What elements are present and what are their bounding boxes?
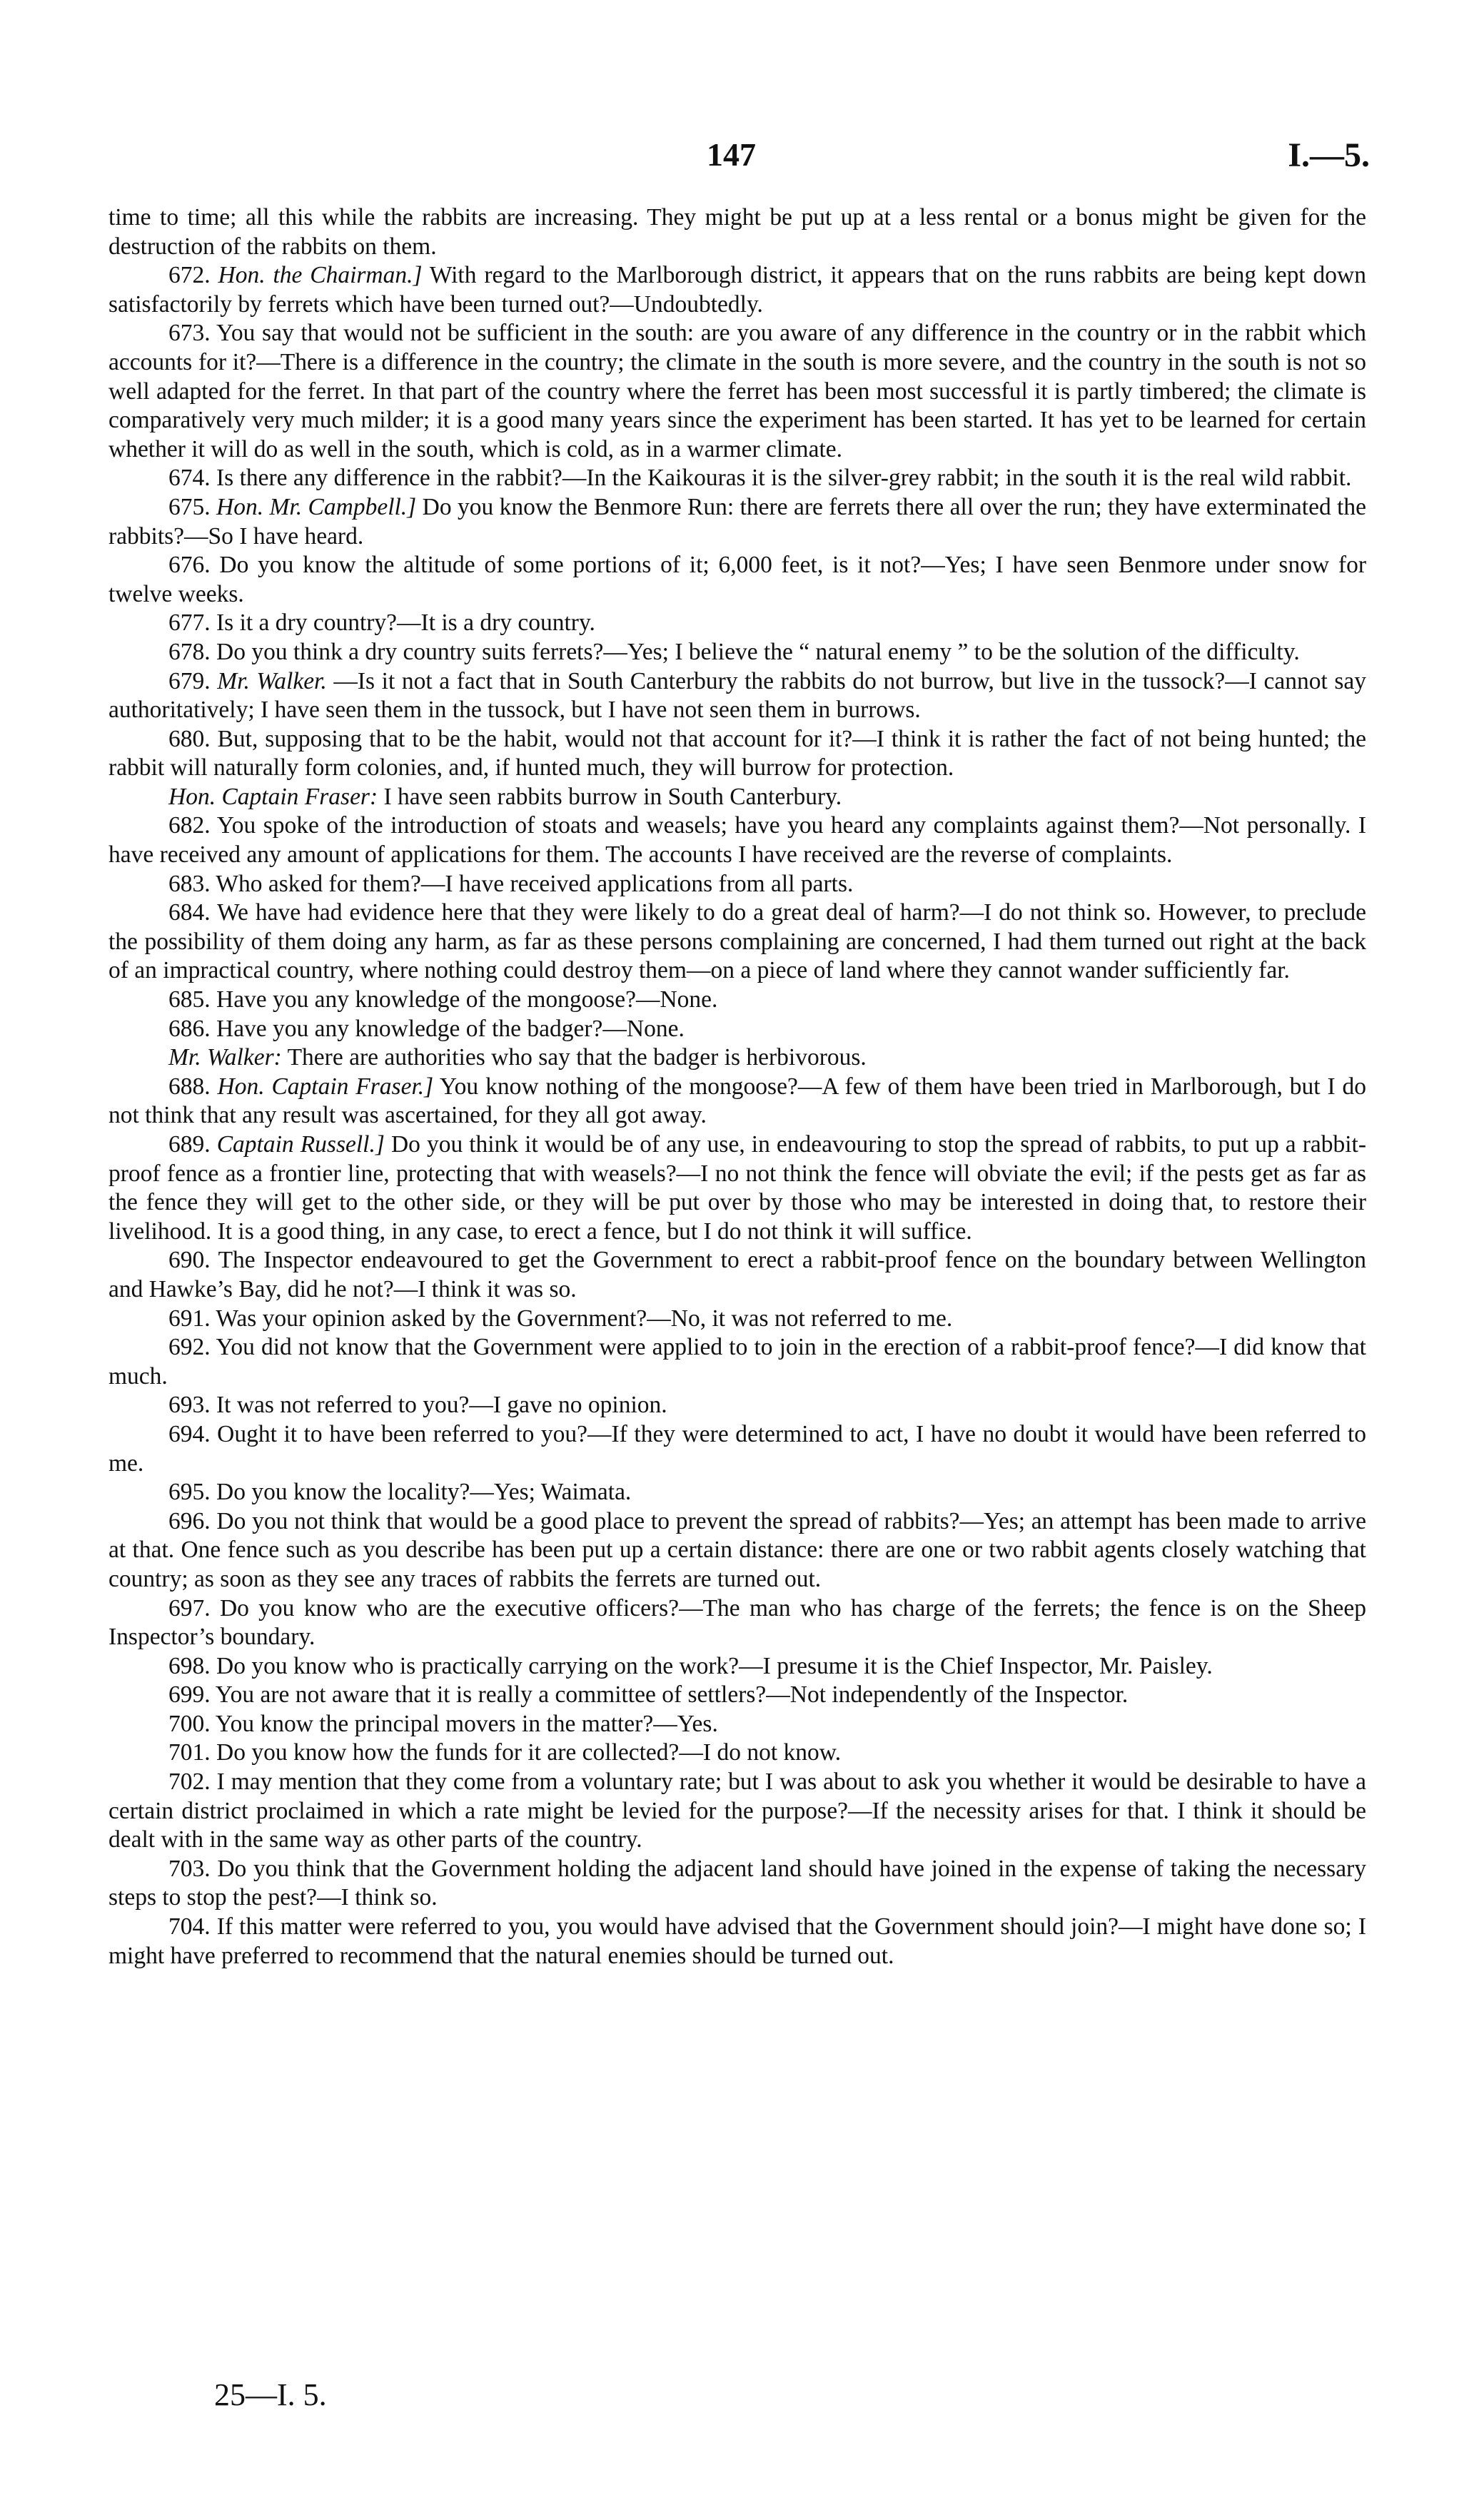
printer-signature-mark: 25—I. 5. xyxy=(214,2377,327,2412)
testimony-paragraph xyxy=(108,899,1366,986)
question-number: 693. xyxy=(168,1392,211,1419)
paragraph-text: Do you think a dry country suits ferrets?—Yes; I believe the “ natural enemy ” to be the solution of the difficulty. xyxy=(216,638,1300,665)
paragraph-text: Who asked for them?—I have received applications from all parts. xyxy=(216,870,854,897)
testimony-paragraph xyxy=(108,1507,1366,1594)
question-number: 679. xyxy=(168,667,211,694)
testimony-paragraph xyxy=(108,1333,1366,1391)
question-number: 692. xyxy=(168,1334,211,1361)
question-number: 699. xyxy=(168,1681,211,1709)
question-number: 678. xyxy=(168,638,211,665)
testimony-paragraph xyxy=(108,1130,1366,1246)
testimony-paragraph xyxy=(108,725,1366,783)
paragraph-text: There are authorities who say that the badger is herbivorous. xyxy=(287,1044,867,1071)
question-number: 677. xyxy=(168,609,211,637)
paragraph-text: Do you know the altitude of some portions of it; 6,000 feet, is it not?—Yes; I have seen Benmore under snow for twelve weeks. xyxy=(108,552,1366,607)
testimony-paragraph xyxy=(108,1246,1366,1304)
question-number: 703. xyxy=(168,1855,211,1882)
question-number: 675. xyxy=(168,493,211,520)
testimony-paragraph xyxy=(108,870,1366,899)
speaker-name: Hon. the Chairman.] xyxy=(218,262,423,289)
paragraph-text: Was your opinion asked by the Government?—No, it was not referred to me. xyxy=(216,1305,953,1332)
testimony-paragraph xyxy=(108,1913,1366,1970)
question-number: 676. xyxy=(168,552,211,579)
question-number: 696. xyxy=(168,1507,211,1534)
speaker-name: Hon. Captain Fraser: xyxy=(168,783,378,810)
paragraph-text: You say that would not be sufficient in the south: are you aware of any difference in the country or in the rabbit which accounts for it?—There is a difference in the country; the climate in the south is more severe, and the country in the south is not so well adapted for the ferret. In that part of the country where the ferret has been most successful it is partly timbered; the climate is comparatively very much milder; it is a good many years since the experiment has been started. It has yet to be learned for certain whether it will do as well in the south, which is cold, as in a warmer climate. xyxy=(108,320,1366,462)
question-number: 673. xyxy=(168,320,211,347)
question-number: 704. xyxy=(168,1913,211,1940)
paragraph-text: I have seen rabbits burrow in South Canterbury. xyxy=(383,783,842,810)
question-number: 674. xyxy=(168,465,211,492)
question-number: 684. xyxy=(168,899,211,926)
paragraph-text: —Is it not a fact that in South Canterbury the rabbits do not burrow, but live in the tussock?—I cannot say authoritatively; I have seen them in the tussock, but I have not seen them in burrows. xyxy=(108,667,1367,724)
paragraph-text: If this matter were referred to you, you would have advised that the Government should join?—I might have done so; I might have preferred to recommend that the natural enemies should be turned out. xyxy=(108,1913,1366,1969)
question-number: 688. xyxy=(168,1073,211,1100)
paragraph-text: You spoke of the introduction of stoats and weasels; have you heard any complaints against them?—Not personally. I have received any amount of applications for them. The accounts I have received are the reverse of complaints. xyxy=(108,812,1366,869)
speaker-name: Mr. Walker: xyxy=(168,1044,282,1071)
testimony-paragraph xyxy=(108,1855,1366,1913)
testimony-paragraph xyxy=(108,638,1366,667)
paragraph-text: time to time; all this while the rabbits are increasing. They might be put up at a less rental or a bonus might be given for the destruction of the rabbits on them. xyxy=(108,204,1366,260)
paragraph-text: Do you know who are the executive officers?—The man who has charge of the ferrets; the fence is on the Sheep Inspector’s boundary. xyxy=(108,1594,1367,1651)
paragraph-text: You did not know that the Government were applied to to join in the erection of a rabbit-proof fence?—I did know that much. xyxy=(108,1334,1366,1390)
paragraph-text: I may mention that they come from a voluntary rate; but I was about to ask you whether it would be desirable to have a certain district proclaimed in which a rate might be levied for the purpose?—If the necessity arises for that. I think it should be dealt with in the same way as other parts of the country. xyxy=(108,1768,1367,1853)
paragraph-text: Do you know who is practically carrying on the work?—I presume it is the Chief Inspector, Mr. Paisley. xyxy=(216,1652,1213,1679)
question-number: 691. xyxy=(168,1305,211,1332)
speaker-name: Captain Russell.] xyxy=(216,1131,385,1158)
page-number: 147 xyxy=(707,136,756,173)
paragraph-text: Do you think it would be of any use, in endeavouring to stop the spread of rabbits, to put up a rabbit-proof fence as a frontier line, protecting that with weasels?—I no not think the fence will obviate the evil; if the pests get as far as the fence they will get to the other side, or they will be put over by those who may be interested in doing that, to restore their livelihood. It is a good thing, in any case, to erect a fence, but I do not think it will suffice. xyxy=(108,1131,1367,1245)
paragraph-text: You know the principal movers in the matter?—Yes. xyxy=(215,1710,718,1737)
paragraph-text: Have you any knowledge of the mongoose?—None. xyxy=(216,986,718,1013)
question-number: 689. xyxy=(168,1131,211,1158)
paragraph-text: With regard to the Marlborough district, it appears that on the runs rabbits are being kept down satisfactorily by ferrets which have been turned out?—Undoubtedly. xyxy=(108,262,1366,318)
question-number: 694. xyxy=(168,1420,211,1447)
testimony-paragraph xyxy=(108,1768,1366,1855)
testimony-paragraph xyxy=(108,1391,1366,1420)
testimony-paragraph xyxy=(108,319,1366,464)
testimony-paragraph xyxy=(108,1478,1366,1507)
testimony-paragraph xyxy=(108,811,1366,869)
paragraph-text: You are not aware that it is really a committee of settlers?—Not independently of the Inspector. xyxy=(215,1681,1129,1709)
paragraph-text: Ought it to have been referred to you?—If they were determined to act, I have no doubt it would have been referred to me. xyxy=(108,1420,1366,1477)
testimony-paragraph xyxy=(108,261,1366,319)
speaker-name: Hon. Captain Fraser.] xyxy=(217,1073,434,1100)
paragraph-text: Do you think that the Government holding the adjacent land should have joined in the expense of taking the necessary steps to stop the pest?—I think so. xyxy=(108,1855,1366,1911)
paragraph-text: Do you know the locality?—Yes; Waimata. xyxy=(216,1479,632,1506)
paragraph-text: It was not referred to you?—I gave no opinion. xyxy=(216,1392,667,1419)
question-number: 686. xyxy=(168,1015,211,1042)
testimony-paragraph xyxy=(108,667,1366,725)
testimony-paragraph xyxy=(108,609,1366,638)
paragraph-text: Have you any knowledge of the badger?—None. xyxy=(216,1015,685,1042)
testimony-paragraph xyxy=(108,1594,1366,1652)
question-number: 697. xyxy=(168,1594,211,1621)
question-number: 695. xyxy=(168,1479,211,1506)
paragraph-text: Is it a dry country?—It is a dry country. xyxy=(216,609,595,637)
question-number: 683. xyxy=(168,870,211,897)
testimony-paragraph xyxy=(108,1305,1366,1334)
testimony-paragraph xyxy=(108,1681,1366,1710)
testimony-paragraph xyxy=(108,493,1366,551)
question-number: 698. xyxy=(168,1652,211,1679)
question-number: 680. xyxy=(168,725,211,752)
question-number: 685. xyxy=(168,986,211,1013)
document-reference: I.—5. xyxy=(1288,136,1370,174)
testimony-paragraph xyxy=(108,1420,1366,1478)
paragraph-text: We have had evidence here that they were likely to do a great deal of harm?—I do not think so. However, to preclude the possibility of them doing any harm, as far as these persons complaining are concerned, I had them turned out right at the back of an impractical country, where nothing could destroy them—on a piece of land where they cannot wander sufficiently far. xyxy=(108,899,1366,984)
testimony-paragraph xyxy=(108,464,1366,493)
page-header xyxy=(0,136,1484,186)
question-number: 672. xyxy=(168,262,211,289)
paragraph-text: Is there any difference in the rabbit?—In the Kaikouras it is the silver-grey rabbit; in the south it is the real wild rabbit. xyxy=(216,465,1352,492)
question-number: 702. xyxy=(168,1768,211,1796)
evidence-transcript xyxy=(108,203,1366,1970)
testimony-paragraph xyxy=(108,1710,1366,1739)
question-number: 682. xyxy=(168,812,211,839)
testimony-paragraph xyxy=(108,1015,1366,1044)
paragraph-text: Do you know how the funds for it are collected?—I do not know. xyxy=(216,1739,842,1766)
testimony-paragraph xyxy=(108,1043,1366,1073)
speaker-name: Mr. Walker. xyxy=(217,667,327,694)
testimony-paragraph xyxy=(108,203,1366,261)
paragraph-text: You know nothing of the mongoose?—A few of them have been tried in Marlborough, but I do not think that any result was ascertained, for they all got away. xyxy=(108,1073,1367,1129)
paragraph-text: Do you not think that would be a good place to prevent the spread of rabbits?—Yes; an attempt has been made to arrive at that. One fence such as you describe has been put up a certain distance: there are one or two rabbit agents closely watching that country; as soon as they see any traces of rabbits the ferrets are turned out. xyxy=(108,1507,1367,1592)
testimony-paragraph xyxy=(108,1652,1366,1681)
question-number: 701. xyxy=(168,1739,211,1766)
testimony-paragraph xyxy=(108,1739,1366,1768)
paragraph-text: But, supposing that to be the habit, would not that account for it?—I think it is rather the fact of not being hunted; the rabbit will naturally form colonies, and, if hunted much, they will burrow for protection. xyxy=(108,725,1366,781)
question-number: 700. xyxy=(168,1710,211,1737)
testimony-paragraph xyxy=(108,783,1366,812)
testimony-paragraph xyxy=(108,986,1366,1015)
paragraph-text: The Inspector endeavoured to get the Government to erect a rabbit-proof fence on the boundary between Wellington and Hawke’s Bay, did he not?—I think it was so. xyxy=(108,1247,1366,1302)
testimony-paragraph xyxy=(108,1073,1366,1130)
speaker-name: Hon. Mr. Campbell.] xyxy=(216,493,417,520)
paragraph-text: Do you know the Benmore Run: there are ferrets there all over the run; they have exterminated the rabbits?—So I have heard. xyxy=(108,493,1367,550)
question-number: 690. xyxy=(168,1247,211,1274)
testimony-paragraph xyxy=(108,551,1366,609)
